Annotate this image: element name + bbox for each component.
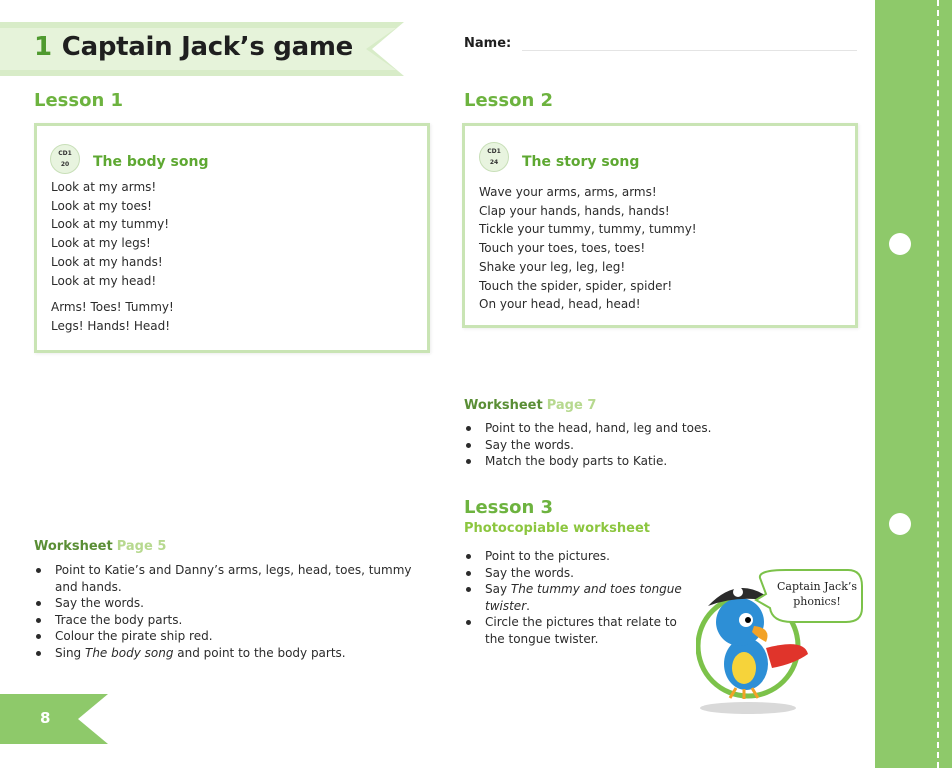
list-item: Point to the head, hand, leg and toes. (464, 420, 854, 437)
lyric-line: Arms! Toes! Tummy! (51, 300, 174, 314)
bubble-line: Captain Jack’s (776, 580, 858, 593)
cd-track-icon (479, 142, 509, 172)
lyric-line: Touch the spider, spider, spider! (479, 278, 673, 293)
text: Say (485, 582, 511, 597)
list-item: Say the words. (464, 437, 854, 454)
list-item: Say the words. (34, 595, 414, 612)
worksheet-page-ref: Page 7 (546, 398, 597, 413)
lyric-line: Look at my arms! (51, 180, 157, 194)
list-item (34, 645, 414, 662)
page-number-tab (0, 688, 120, 750)
lyric-line: Clap your hands, hands, hands! (479, 203, 670, 218)
worksheet-page-ref: Page 5 (116, 539, 167, 554)
lyric-line: Wave your arms, arms, arms! (479, 185, 657, 199)
name-label: Name: (464, 36, 512, 51)
lyric-line: Look at my toes! (51, 198, 152, 213)
punch-hole (889, 233, 911, 255)
list-item: Point to the pictures. (464, 548, 689, 565)
worksheet-page5-heading (34, 539, 166, 554)
photocopiable-heading: Photocopiable worksheet (464, 521, 650, 536)
lyric-line: On your head, head, head! (479, 297, 641, 312)
unit-title-text: Captain Jack’s game (61, 32, 353, 62)
list-item: Point to Katie’s and Danny’s arms, legs, head, toes, tummy and hands. (34, 562, 414, 595)
page-tab-shape (0, 688, 120, 750)
song-title-ref: The body song (85, 645, 174, 660)
song-lyrics (479, 183, 697, 314)
lyric-line: Look at my head! (51, 273, 157, 288)
worksheet-page7-list (464, 420, 854, 470)
speech-bubble-text (772, 579, 862, 609)
text: Sing (55, 645, 85, 660)
cd-label: CD1 (58, 150, 72, 157)
cd-label: CD1 (487, 148, 501, 155)
lesson-1-heading: Lesson 1 (34, 90, 124, 111)
list-item: Match the body parts to Katie. (464, 453, 854, 470)
captain-jack-mascot (696, 568, 866, 718)
lesson-3-heading: Lesson 3 (464, 497, 554, 518)
binder-dashed-line (937, 0, 939, 768)
unit-number: 1 (34, 32, 52, 62)
worksheet-page7-heading (464, 398, 596, 413)
song-title: The story song (522, 154, 640, 170)
list-item: Colour the pirate ship red. (34, 628, 414, 645)
cd-track-number: 24 (489, 159, 499, 166)
song-title: The body song (93, 154, 209, 170)
lyric-line: Look at my hands! (51, 254, 163, 269)
cd-track-number: 20 (60, 161, 70, 168)
lyric-line: Look at my legs! (51, 236, 151, 251)
cd-track-icon (50, 144, 80, 174)
page-number: 8 (40, 709, 51, 727)
lyric-line: Tickle your tummy, tummy, tummy! (479, 222, 697, 237)
lyric-line: Legs! Hands! Head! (51, 318, 171, 333)
lesson-2-heading: Lesson 2 (464, 90, 554, 111)
list-item (464, 581, 689, 614)
list-item: Circle the pictures that relate to the tongue twister. (464, 614, 689, 647)
list-item: Say the words. (464, 565, 689, 582)
unit-title-banner (0, 18, 420, 80)
lyric-line: Touch your toes, toes, toes! (479, 241, 646, 256)
name-field[interactable] (522, 50, 857, 51)
unit-title (34, 32, 353, 62)
text: . (526, 598, 530, 613)
worksheet-label: Worksheet (464, 398, 543, 413)
lesson-3-list (464, 548, 689, 648)
punch-hole (889, 513, 911, 535)
song-lyrics (51, 178, 169, 290)
text: and point to the body parts. (173, 645, 346, 660)
body-song-box (34, 123, 430, 353)
lyric-line: Look at my tummy! (51, 217, 170, 232)
story-song-box (462, 123, 858, 328)
tongue-twister-title: The tummy and toes tongue twister (485, 582, 682, 613)
bubble-line: phonics! (793, 595, 841, 608)
lyric-line: Shake your leg, leg, leg! (479, 259, 626, 274)
song-chorus (51, 298, 174, 335)
worksheet-page5-list (34, 562, 414, 662)
binder-strip (875, 0, 952, 768)
list-item: Trace the body parts. (34, 612, 414, 629)
worksheet-label: Worksheet (34, 539, 113, 554)
